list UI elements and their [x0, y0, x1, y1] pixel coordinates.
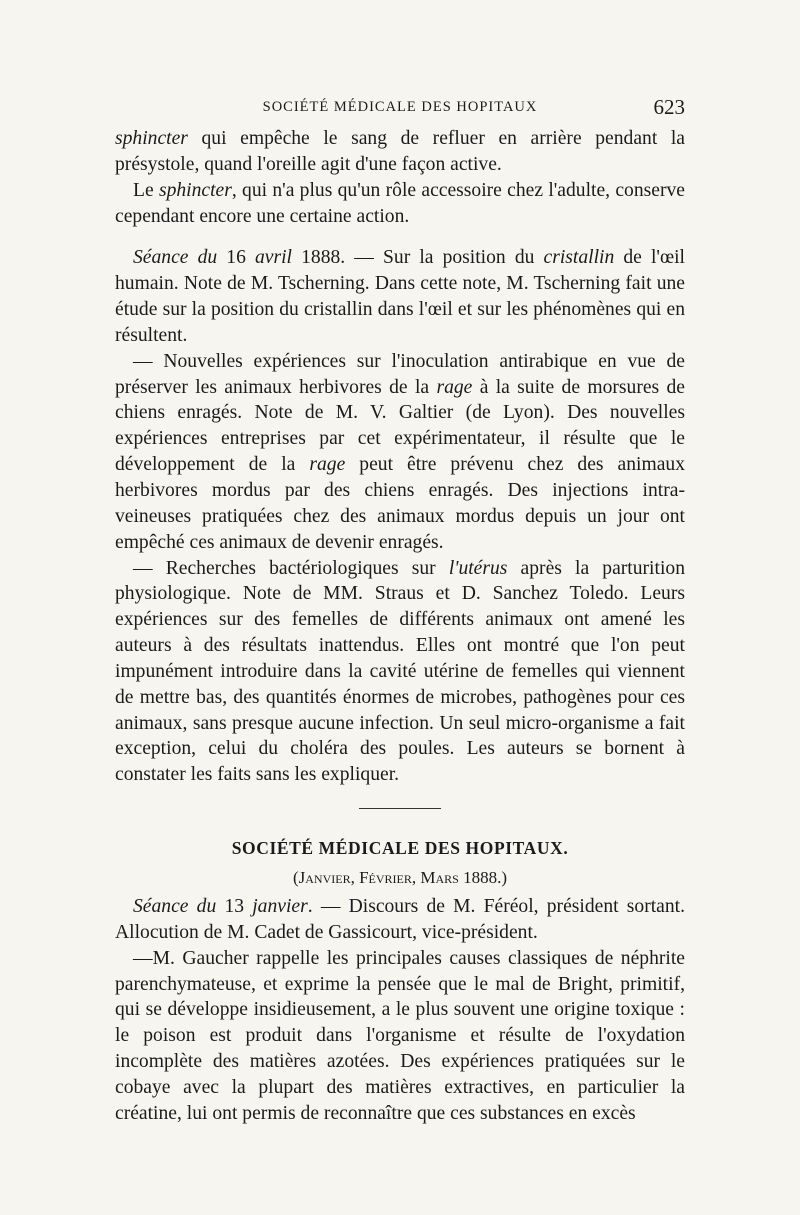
- text-run: , qui n'a plus qu'un rôle accessoire chez l'adulte, conserve cependant encore une certaine action.: [115, 179, 685, 227]
- text-run: . — Discours de M. Féréol, président sortant. Allocution de M. Cadet de Gassicourt, vice-président.: [115, 896, 685, 943]
- paragraph-uterus-straus: [115, 556, 685, 789]
- seance-label: Séance du: [133, 247, 218, 269]
- italic-term: l'utérus: [448, 557, 508, 579]
- italic-term: rage: [436, 376, 473, 398]
- paragraph-rage-galtier: [115, 349, 685, 556]
- italic-date: avril: [255, 247, 293, 269]
- section-months: (Janvier, Février, Mars 1888.): [292, 868, 507, 888]
- section-title: SOCIÉTÉ MÉDICALE DES HOPITAUX.: [231, 838, 569, 859]
- text-run: après la parturition physiologique. Note de MM. Straus et D. Sanchez Toledo. Leurs expériences sur des femelles de différents animaux ont amené les auteurs à des résultats inattendus. Elles ont montré que l'on peut impunément introduire dans la cavité utérine de femelles qui viennent de mettre bas, des quantités énormes de microbes, pathogènes pour ces animaux, sans presque aucune infection. Un seul micro-organisme a fait exception, celui du choléra des poules. Les auteurs se bornent à constater les faits sans les expliquer.: [115, 557, 685, 786]
- italic-term: sphincter: [115, 128, 188, 149]
- text-run: — Nouvelles expériences sur l'inoculation antirabique en vue de préserver les animaux herbivores de la: [115, 350, 685, 398]
- section-divider: [359, 808, 441, 809]
- page-number: 623: [653, 95, 685, 119]
- italic-date: janvier: [252, 896, 308, 918]
- text-run: 16: [217, 247, 255, 269]
- italic-term: sphincter: [158, 179, 232, 201]
- seance-label: Séance du: [133, 896, 217, 918]
- body-text: [115, 126, 685, 1127]
- running-head: [115, 95, 685, 123]
- text-run: — Recherches bactériologiques sur: [133, 557, 449, 579]
- text-run: Le: [133, 179, 159, 201]
- paragraph-gaucher-nephrite: [115, 946, 685, 1127]
- text-run: —M. Gaucher rappelle les principales causes classiques de néphrite parenchymateuse, et exprime la pensée que le mal de Bright, primitif, qui se développe insidieusement, a le plus souvent une origine toxique : le poison est produit dans l'organisme et résulte de l'oxydation incomplète des matières azotées. Des expériences pratiquées sur le cobaye avec la plupart des matières extractives, en particulier la créatine, lui ont permis de reconnaître que ces substances en excès: [115, 947, 685, 1124]
- paragraph-seance-13-janvier: [115, 894, 685, 946]
- running-title: SOCIÉTÉ MÉDICALE DES HOPITAUX: [262, 99, 538, 115]
- text-run: qui empêche le sang de refluer en arrière pendant la présystole, quand l'oreille agit d'une façon active.: [115, 128, 685, 175]
- italic-term: rage: [309, 454, 346, 476]
- text-run: 1888. — Sur la position du: [292, 247, 544, 269]
- text-run: peut être prévenu chez des animaux herbivores mordus par des chiens enragés. Des injections intra-veineuses pratiquées chez des animaux mordus depuis un jour ont empêché ces animaux de devenir enragés.: [115, 454, 685, 553]
- text-run: de l'œil humain. Note de M. Tscherning. Dans cette note, M. Tscherning fait une étude sur la position du cristallin dans l'œil et sur les phénomènes qui en résultent.: [115, 247, 685, 346]
- text-run: 13: [216, 896, 253, 918]
- text-run: à la suite de morsures de chiens enragés. Note de M. V. Galtier (de Lyon). Des nouvelles expériences entreprises par cet expérimentateur, il résulte que le développement de la: [115, 376, 685, 476]
- paragraph-sphincter-presystole: [115, 126, 685, 178]
- paragraph-seance-16-avril: [115, 245, 685, 348]
- paragraph-sphincter-adult: [115, 178, 685, 230]
- italic-term: cristallin: [543, 247, 615, 269]
